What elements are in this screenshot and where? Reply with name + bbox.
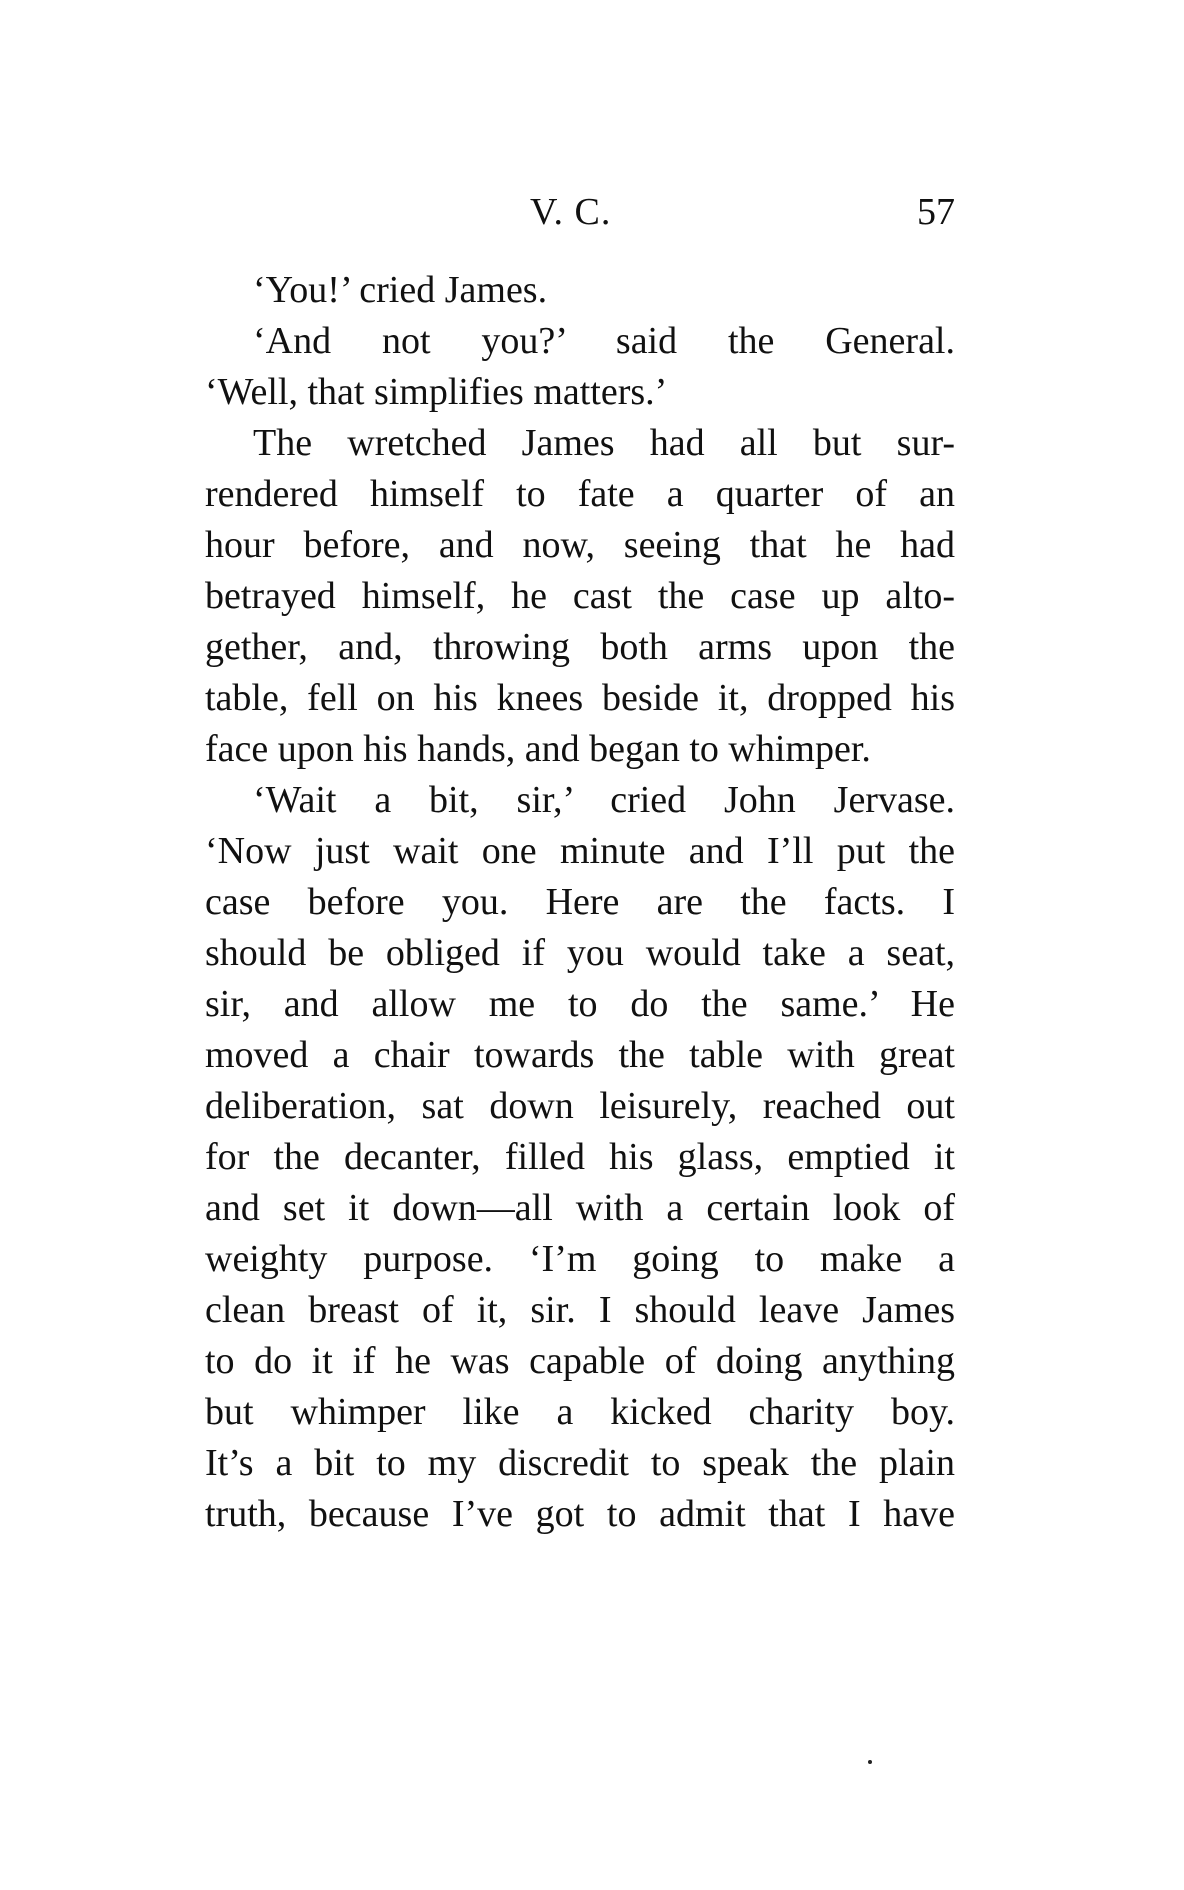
text-line: for the decanter, filled his glass, emptied it: [205, 1136, 955, 1178]
text-line: table, fell on his knees beside it, dropped his: [205, 677, 955, 719]
text-line: ‘Now just wait one minute and I’ll put the: [205, 830, 955, 872]
text-line: weighty purpose. ‘I’m going to make a: [205, 1238, 955, 1280]
text-line: hour before, and now, seeing that he had: [205, 524, 955, 566]
text-line: moved a chair towards the table with great: [205, 1034, 955, 1076]
page-number: 57: [917, 191, 955, 233]
text-line: but whimper like a kicked charity boy.: [205, 1391, 955, 1433]
text-line: truth, because I’ve got to admit that I have: [205, 1493, 955, 1535]
running-title: V. C.: [530, 191, 612, 233]
text-line: ‘Well, that simplifies matters.’: [205, 371, 668, 413]
print-speck: [868, 1760, 872, 1764]
text-line: should be obliged if you would take a seat,: [205, 932, 955, 974]
text-line: ‘And not you?’ said the General.: [253, 320, 955, 362]
text-line: rendered himself to fate a quarter of an: [205, 473, 955, 515]
text-line: ‘You!’ cried James.: [253, 269, 548, 311]
text-line: to do it if he was capable of doing anything: [205, 1340, 955, 1382]
text-line: betrayed himself, he cast the case up alto-: [205, 575, 955, 617]
text-line: gether, and, throwing both arms upon the: [205, 626, 955, 668]
text-line: face upon his hands, and began to whimper.: [205, 728, 871, 770]
text-line: case before you. Here are the facts. I: [205, 881, 955, 923]
text-line: sir, and allow me to do the same.’ He: [205, 983, 955, 1025]
text-line: clean breast of it, sir. I should leave James: [205, 1289, 955, 1331]
text-line: It’s a bit to my discredit to speak the plain: [205, 1442, 955, 1484]
text-line: deliberation, sat down leisurely, reached out: [205, 1085, 955, 1127]
page-header: [205, 190, 955, 250]
text-line: ‘Wait a bit, sir,’ cried John Jervase.: [253, 779, 955, 821]
body-text: [205, 265, 955, 1540]
text-line: The wretched James had all but sur-: [253, 422, 955, 464]
text-line: and set it down—all with a certain look of: [205, 1187, 955, 1229]
